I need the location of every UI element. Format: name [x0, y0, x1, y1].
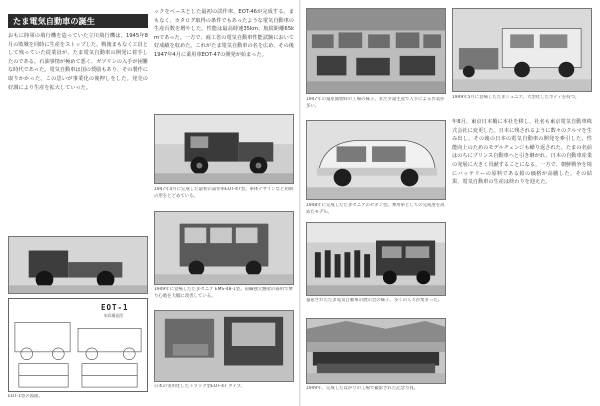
photo-exhibition: [306, 222, 446, 296]
photo-truck-front: [154, 114, 294, 184]
article-heading: たま電気自動車の誕生: [8, 14, 148, 28]
technical-drawing: [8, 298, 148, 392]
photo-junior: [452, 8, 592, 92]
drawing-title: EOT-1: [101, 303, 129, 312]
caption-3: 日本の実用化したトラック型EOT-47 タイプ。: [154, 384, 246, 389]
blueprint-icon: [9, 299, 147, 391]
photo-interior: [154, 310, 294, 382]
caption-8: 1949年、完成したばかりの工場で撮影された記念写真。: [306, 386, 419, 391]
caption-9: EOT-1型の図面。: [8, 394, 43, 399]
photo-old-truck: [8, 236, 148, 294]
caption-5: 1949年5月に登場したたまジュニア。大型化したボディを持つ。: [452, 95, 580, 100]
vehicle-photo-icon: [9, 237, 147, 293]
caption-7: 量産されたたま電気自動車の展示会の様子。多くの人々が集まった。: [306, 298, 443, 303]
body-column-1: おもに陸軍の飛行機を造っていた立川飛行機は、1945年8月の敗戦を同時に生産をストップした。戦後まもなく工員として残っていた従業員が、たま電気自動車の開発に着手したのである。石油事情が極めて悪く、ガソリンの入手が困難な時代であった。電気自動車は国の奨励もあり、その製作に取りかかった。この思いが事業化の後押しをした。発売の好調により生産を拡大していった。: [8, 33, 148, 91]
factory-photo-icon: [307, 9, 445, 93]
crowd-photo-icon: [307, 223, 445, 295]
photo-sedan-side: [154, 211, 294, 285]
vehicle-photo-icon: [453, 9, 591, 91]
vehicle-photo-icon: [155, 311, 293, 381]
vehicle-photo-icon: [155, 115, 293, 183]
group-photo-icon: [307, 319, 445, 383]
page-gutter: [299, 0, 301, 406]
caption-6: 1948年に完成したたまセニアのセダン型。乗用車としての完成度を高めたモデル。: [306, 203, 445, 215]
photo-senior-sedan: [306, 120, 446, 200]
caption-4: 1947年の量産開始時の工場の様子。まだ少量生産で人手による作業が多い。: [306, 97, 445, 109]
body-column-3: 年8月、東京日本橋に本社を移し、社名も東京電気自動車株式会社に変更した。日本に残されるように数々のクルマを生み出し、その後の日本の電気自動車の開発を牽引した。性能向上のためのモデルチェンジも繰り返された。たまの名前はのちにプリンス自動車へと引き継がれ、日本の自動車産業の発展に大きく貢献することになる。一方で、朝鮮戦争を境にバッテリーの原料である鉛の価格が高騰した。その結果、電気自動車の生産は終わりを迎えた。: [452, 119, 592, 186]
caption-2: 1949年に登場したたまセニア EMS-48-1型。前輪独立懸架の採用で乗り心地を大幅に改善している。: [154, 287, 293, 299]
photo-group: [306, 318, 446, 384]
drawing-subtitle: 車両構造図: [104, 313, 123, 318]
caption-1: 1947年4月に完成した最初の試作車EOT-47型。車体デザインなど初期の形をとどめている。: [154, 187, 294, 199]
vehicle-photo-icon: [155, 212, 293, 284]
vehicle-photo-icon: [307, 121, 445, 199]
photo-factory: [306, 8, 446, 94]
body-column-2: ックをベースとした最初の試作車、EOT-46が完成する。まもなく、カタログ取得の条件でもあったような電気自動車の生産台数を増やした。性能は最高時速35km、航続距離65kmであった。一方で、商工省の電気自動車性能試験において好成績を収めた。これがたま電気自動車の名を広め、その後1947年4月に乗用車EOT-47の開発が始まった。: [154, 9, 294, 58]
